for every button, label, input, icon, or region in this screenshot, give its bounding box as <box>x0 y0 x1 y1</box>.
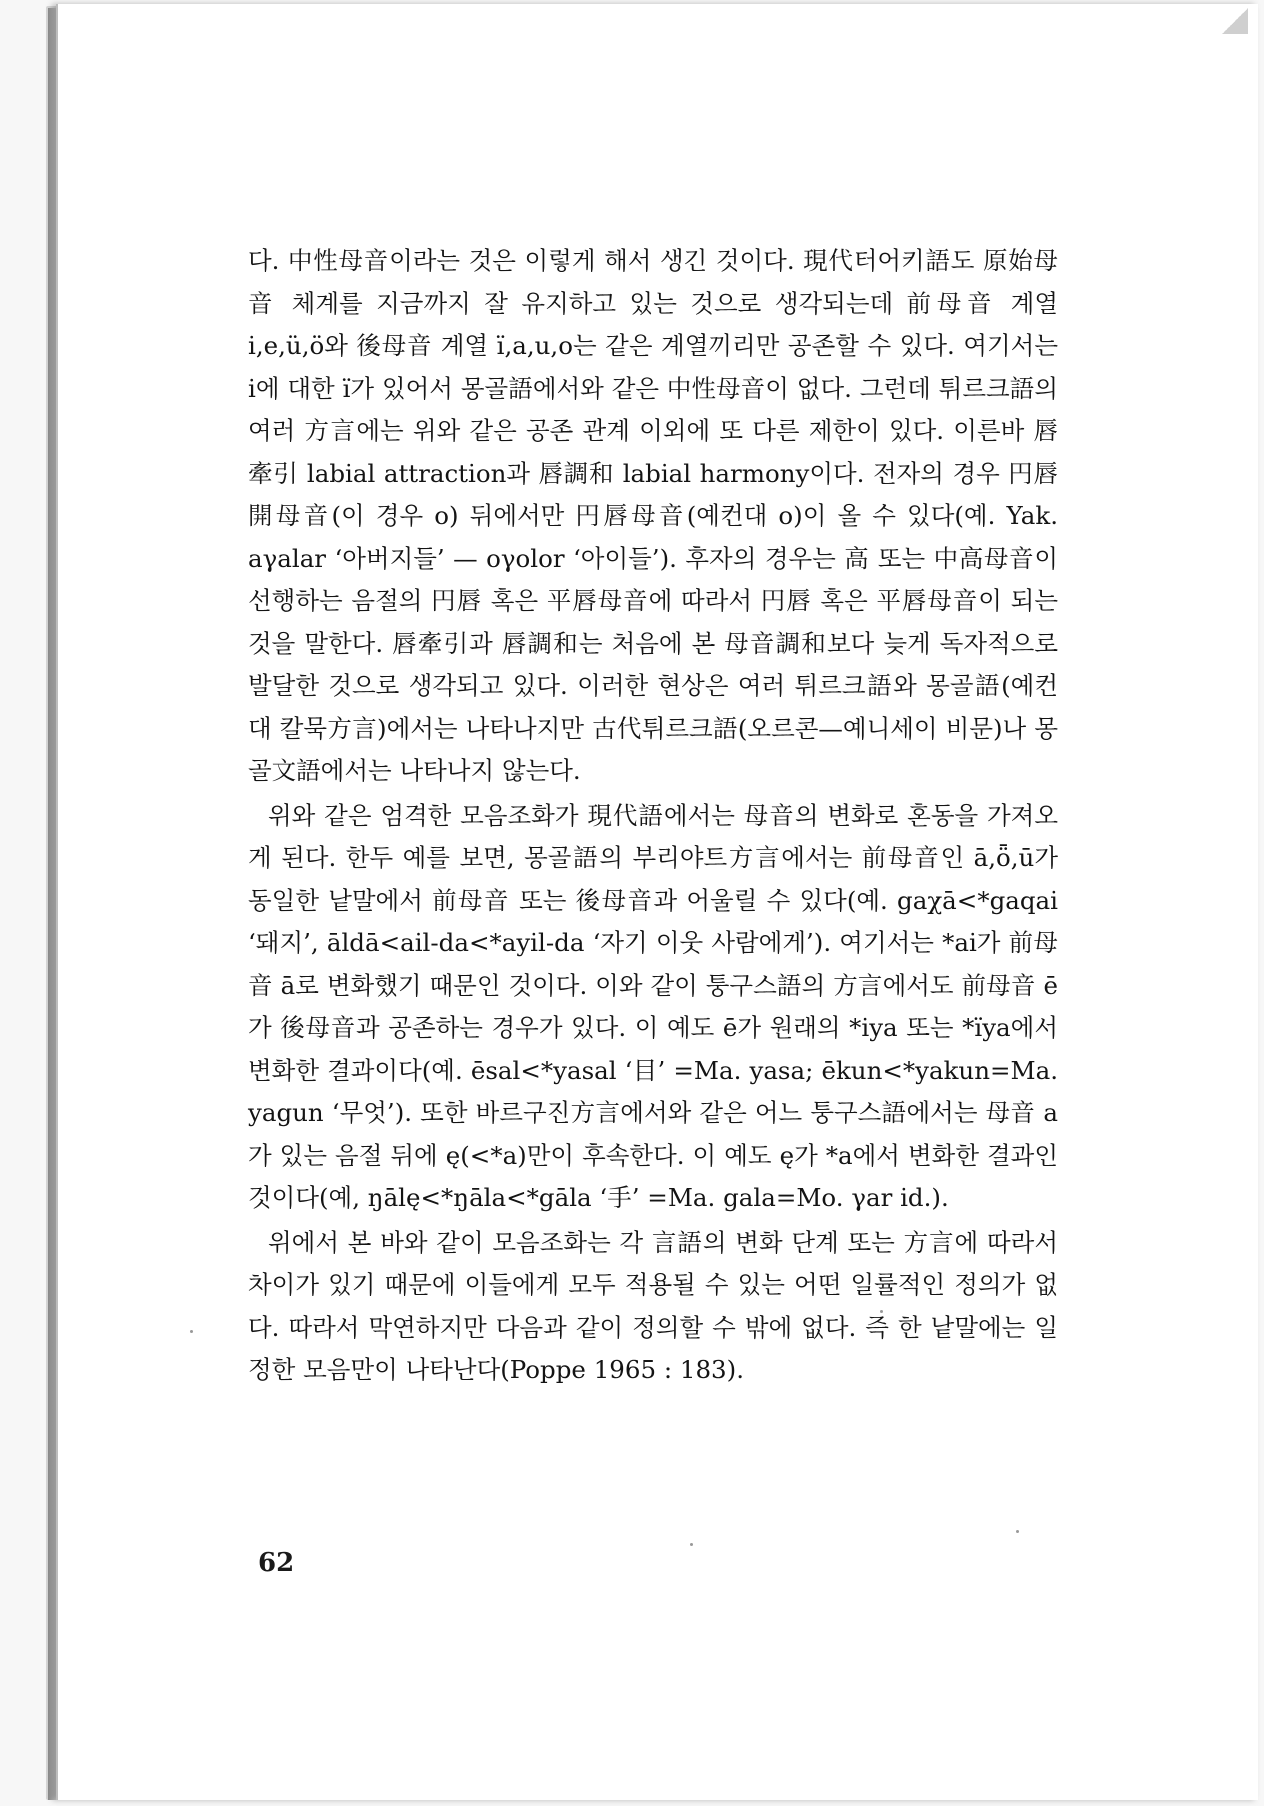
page-number: 62 <box>258 1548 295 1578</box>
scan-speck <box>1016 1530 1019 1533</box>
body-text <box>248 240 1058 1392</box>
paragraph-3: 위에서 본 바와 같이 모음조화는 각 言語의 변화 단계 또는 方言에 따라서 차이가 있기 때문에 이들에게 모두 적용될 수 있는 어떤 일률적인 정의가 없다. 따라서 막연하지만 다음과 같이 정의할 수 밖에 없다. 즉 한 낱말에는 일정한 모음만이 나타난다(Poppe 1965 : 183). <box>248 1227 1058 1384</box>
page-corner <box>1222 8 1248 34</box>
scan-speck <box>190 1330 193 1333</box>
book-spine <box>48 8 56 1800</box>
scan-speck <box>690 1543 693 1546</box>
paragraph-1: 다. 中性母音이라는 것은 이렇게 해서 생긴 것이다. 現代터어키語도 原始母音 체계를 지금까지 잘 유지하고 있는 것으로 생각되는데 前母音 계열 i,e,ü,ö와 後母音 계열 ï,a,u,o는 같은 계열끼리만 공존할 수 있다. 여기서는 i에 대한 ï가 있어서 몽골語에서와 같은 中性母音이 없다. 그런데 튀르크語의 여러 方言에는 위와 같은 공존 관계 이외에 또 다른 제한이 있다. 이른바 唇牽引 labial attraction과 唇調和 labial harmony이다. 전자의 경우 円唇開母音(이 경우 o) 뒤에서만 円唇母音(예컨대 o)이 올 수 있다(예. Yak. aγalar ‘아버지들’ — oγolor ‘아이들’). 후자의 경우는 高 또는 中高母音이 선행하는 음절의 円唇 혹은 平唇母音에 따라서 円唇 혹은 平唇母音이 되는 것을 말한다. 唇牽引과 唇調和는 처음에 본 母音調和보다 늦게 독자적으로 발달한 것으로 생각되고 있다. 이러한 현상은 여러 튀르크語와 몽골語(예컨대 칼묵方言)에서는 나타나지만 古代튀르크語(오르콘—예니세이 비문)나 몽골文語에서는 나타나지 않는다. <box>248 246 1058 785</box>
paragraph-2: 위와 같은 엄격한 모음조화가 現代語에서는 母音의 변화로 혼동을 가져오게 된다. 한두 예를 보면, 몽골語의 부리야트方言에서는 前母音인 ā,ȫ,ū가 동일한 낱말에서 前母音 또는 後母音과 어울릴 수 있다(예. gaχā<*gaqai ‘돼지’, āldā<ail-da<*ayil-da ‘자기 이웃 사람에게’). 여기서는 *ai가 前母音 ā로 변화했기 때문인 것이다. 이와 같이 퉁구스語의 方言에서도 前母音 ē가 後母音과 공존하는 경우가 있다. 이 예도 ē가 원래의 *iya 또는 *ïya에서 변화한 결과이다(예. ēsal<*yasal ‘目’ =Ma. yasa; ēkun<*yakun=Ma. yagun ‘무엇’). 또한 바르구진方言에서와 같은 어느 퉁구스語에서는 母音 a가 있는 음절 뒤에 ę(<*a)만이 후속한다. 이 예도 ę가 *a에서 변화한 결과인 것이다(예, ŋālę<*ŋāla<*gāla ‘手’ =Ma. gala=Mo. γar id.). <box>248 800 1058 1212</box>
scan-speck <box>880 1310 883 1313</box>
